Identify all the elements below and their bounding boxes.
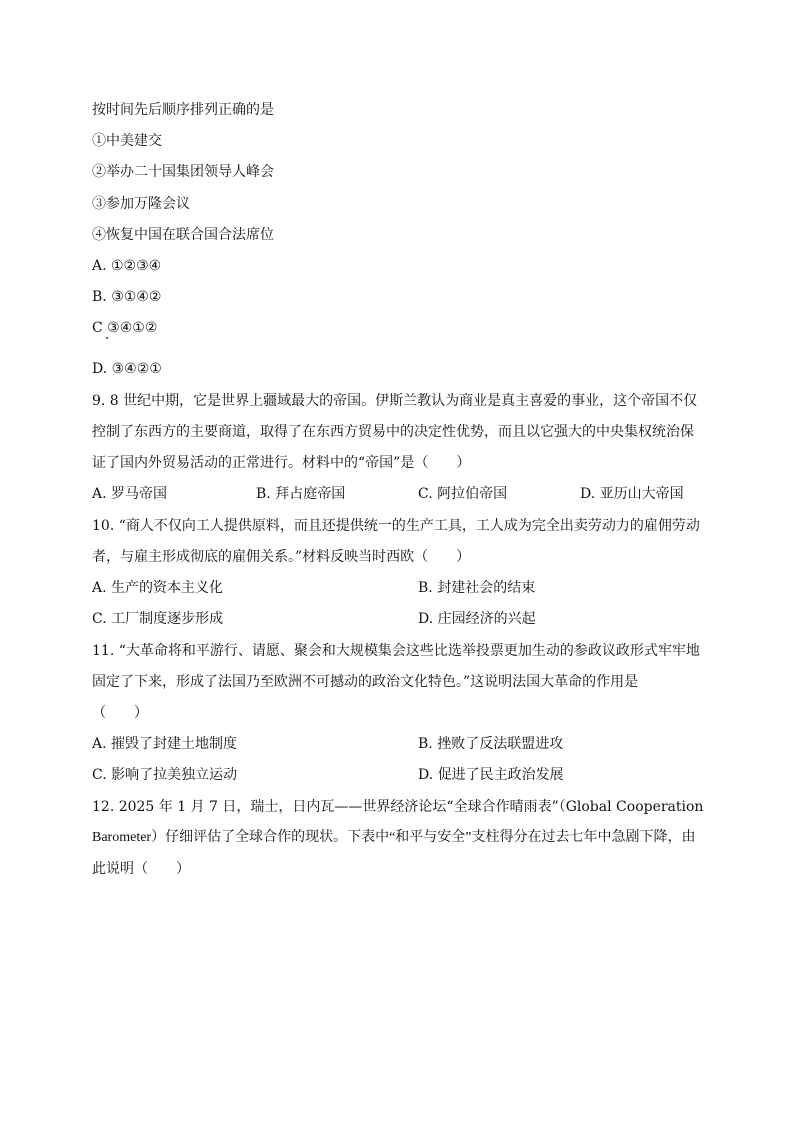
q12-line-1: 12. 2025 年 1 月 7 日，瑞士，日内瓦——世界经济论坛“全球合作晴雨表”（Global Cooperation	[92, 799, 704, 815]
q11-line-3: （ ）	[92, 705, 148, 721]
q11-line-2: 固定了下来，形成了法国乃至欧洲不可撼动的政治文化特色。”这说明法国大革命的作用是	[92, 674, 639, 690]
q10-option-a: A. 生产的资本主义化	[92, 580, 224, 596]
q8-stem: 按时间先后顺序排列正确的是	[92, 102, 274, 118]
q11-option-b: B. 挫败了反法联盟进攻	[418, 736, 564, 752]
q8-item-4: ④恢复中国在联合国合法席位	[92, 227, 274, 243]
q10-option-c: C. 工厂制度逐步形成	[92, 611, 224, 627]
q9-option-c: C. 阿拉伯帝国	[418, 486, 508, 502]
stray-dot-mark	[106, 337, 108, 339]
q9-option-d: D. 亚历山大帝国	[580, 486, 684, 502]
q9-option-a: A. 罗马帝国	[92, 486, 168, 502]
q10-option-d: D. 庄园经济的兴起	[418, 611, 536, 627]
q10-line-1: 10. “商人不仅向工人提供原料，而且还提供统一的生产工具，工人成为完全出卖劳动力的雇佣劳动	[92, 518, 700, 534]
q9-line-1: 9. 8 世纪中期，它是世界上疆域最大的帝国。伊斯兰教认为商业是真主喜爱的事业，这个帝国不仅	[92, 393, 698, 409]
q8-item-2: ②举办二十国集团领导人峰会	[92, 164, 274, 180]
q8-option-d: D. ③④②①	[92, 361, 162, 377]
q9-line-2: 控制了东西方的主要商道，取得了在东西方贸易中的决定性优势，而且以它强大的中央集权统治保	[92, 424, 694, 440]
q8-option-a: A. ①②③④	[92, 258, 162, 274]
q8-option-b: B. ③①④②	[92, 289, 162, 305]
q10-option-b: B. 封建社会的结束	[418, 580, 536, 596]
q11-option-a: A. 摧毁了封建土地制度	[92, 736, 238, 752]
q11-line-1: 11. “大革命将和平游行、请愿、聚会和大规模集会这些比选举投票更加生动的参政议政形式牢牢地	[92, 643, 700, 659]
q12-line-3: 此说明（ ）	[92, 861, 190, 877]
q9-option-b: B. 拜占庭帝国	[256, 486, 346, 502]
q8-option-c: C ③④①②	[92, 320, 158, 336]
q12-line-2: Barometer）仔细评估了全球合作的现状。下表中“和平与安全”支柱得分在过去七年中急剧下降，由	[92, 830, 696, 845]
q9-line-3: 证了国内外贸易活动的正常进行。材料中的“帝国”是（ ）	[92, 455, 471, 471]
q10-line-2: 者，与雇主形成彻底的雇佣关系。”材料反映当时西欧（ ）	[92, 549, 471, 565]
q8-item-3: ③参加万隆会议	[92, 196, 190, 212]
q11-option-c: C. 影响了拉美独立运动	[92, 767, 238, 783]
q8-item-1: ①中美建交	[92, 133, 162, 149]
q11-option-d: D. 促进了民主政治发展	[418, 767, 564, 783]
